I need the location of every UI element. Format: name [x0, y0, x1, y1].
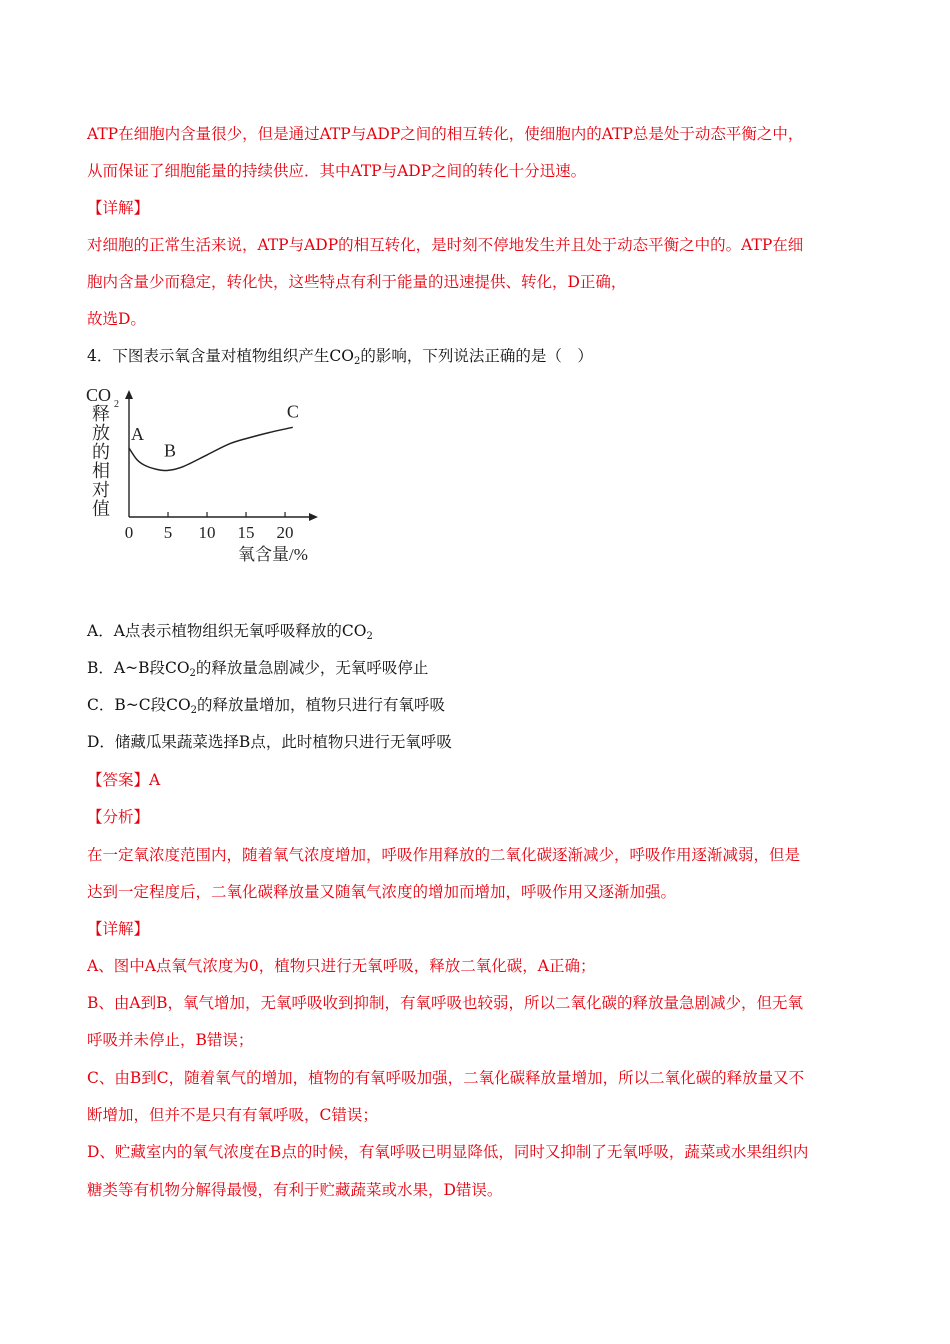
- point-label-c: C: [286, 401, 299, 422]
- y-label-sub: 2: [114, 399, 119, 410]
- x-axis-label: 氧含量/%: [238, 545, 308, 564]
- option-b-sub: 2: [189, 668, 196, 679]
- prev-detail-header: 【详解】: [87, 199, 150, 217]
- question-stem-after: 的影响，下列说法正确的是（ ）: [360, 347, 593, 365]
- x-tick-label: 0: [124, 523, 134, 542]
- answer: 【答案】A: [87, 771, 161, 789]
- detail-line-3: 呼吸并未停止，B错误；: [87, 1031, 254, 1049]
- option-b: [87, 658, 428, 678]
- y-label-co: CO: [86, 385, 112, 405]
- option-d: D．储藏瓜果蔬菜选择B点，此时植物只进行无氧呼吸: [87, 733, 452, 751]
- option-a-sub: 2: [366, 631, 373, 642]
- x-tick-label: 10: [198, 523, 216, 542]
- y-axis-label: [86, 385, 119, 519]
- option-a-text: A．A点表示植物组织无氧呼吸释放的CO: [87, 622, 367, 640]
- co2-release-chart: [80, 382, 330, 582]
- y-label-char: 对: [92, 480, 110, 500]
- x-tick-label: 20: [276, 523, 294, 542]
- detail-line-2: B、由A到B，氧气增加，无氧呼吸收到抑制，有氧呼吸也较弱，所以二氧化碳的释放量急剧减少，但无氧: [87, 994, 803, 1012]
- analysis-line-1: 在一定氧浓度范围内，随着氧气浓度增加，呼吸作用释放的二氧化碳逐渐减少，呼吸作用逐渐减弱，但是: [87, 846, 801, 864]
- y-label-char: 释: [92, 404, 110, 424]
- y-label-char: 值: [92, 499, 110, 519]
- question-stem: [87, 346, 593, 366]
- detail-line-6: D、贮藏室内的氧气浓度在B点的时候，有氧呼吸已明显降低，同时又抑制了无氧呼吸，蔬菜或水果组织内: [87, 1143, 809, 1161]
- analysis-line-2: 达到一定程度后，二氧化碳释放量又随氧气浓度的增加而增加，呼吸作用又逐渐加强。: [87, 883, 677, 901]
- option-c-before: C．B~C段CO: [87, 696, 191, 714]
- detail-line-5: 断增加，但并不是只有有氧呼吸，C错误；: [87, 1106, 378, 1124]
- prev-analysis-line-1: ATP在细胞内含量很少，但是通过ATP与ADP之间的相互转化，使细胞内的ATP总是处于动态平衡之中，: [87, 125, 804, 143]
- option-c: [87, 695, 445, 715]
- y-label-char: 的: [92, 442, 110, 462]
- co2-curve: [129, 427, 293, 470]
- x-tick-label: 5: [163, 523, 173, 542]
- y-label-char: 放: [92, 423, 110, 443]
- analysis-header: 【分析】: [87, 808, 150, 826]
- detail-line-1: A、图中A点氧气浓度为0，植物只进行无氧呼吸，释放二氧化碳，A正确；: [87, 957, 596, 975]
- question-stem-before: 4．下图表示氧含量对植物组织产生CO: [87, 347, 354, 365]
- prev-analysis-line-2: 从而保证了细胞能量的持续供应．其中ATP与ADP之间的转化十分迅速。: [87, 162, 587, 180]
- y-label-char: 相: [92, 461, 110, 481]
- point-label-a: A: [131, 424, 144, 444]
- prev-detail-line-3: 故选D。: [87, 310, 146, 328]
- option-b-after: 的释放量急剧减少，无氧呼吸停止: [195, 659, 429, 677]
- y-axis-arrow: [125, 390, 133, 399]
- option-a: [87, 621, 373, 641]
- option-c-after: 的释放量增加，植物只进行有氧呼吸: [197, 696, 446, 714]
- option-c-sub: 2: [190, 705, 198, 716]
- prev-detail-line-1: 对细胞的正常生活来说，ATP与ADP的相互转化，是时刻不停地发生并且处于动态平衡之中的。ATP在细: [87, 236, 804, 254]
- prev-detail-line-2: 胞内含量少而稳定，转化快，这些特点有利于能量的迅速提供、转化，D正确，: [87, 273, 627, 291]
- point-label-b: B: [164, 440, 177, 461]
- x-tick-label: 15: [237, 523, 255, 542]
- detail-line-4: C、由B到C，随着氧气的增加，植物的有氧呼吸加强，二氧化碳释放量增加，所以二氧化碳的释放量又不: [87, 1069, 805, 1087]
- question-stem-sub: 2: [353, 356, 361, 367]
- detail-header: 【详解】: [87, 920, 150, 938]
- detail-line-7: 糖类等有机物分解得最慢，有利于贮藏蔬菜或水果，D错误。: [87, 1181, 503, 1199]
- x-axis-arrow: [309, 513, 318, 521]
- option-b-before: B．A~B段CO: [87, 659, 190, 677]
